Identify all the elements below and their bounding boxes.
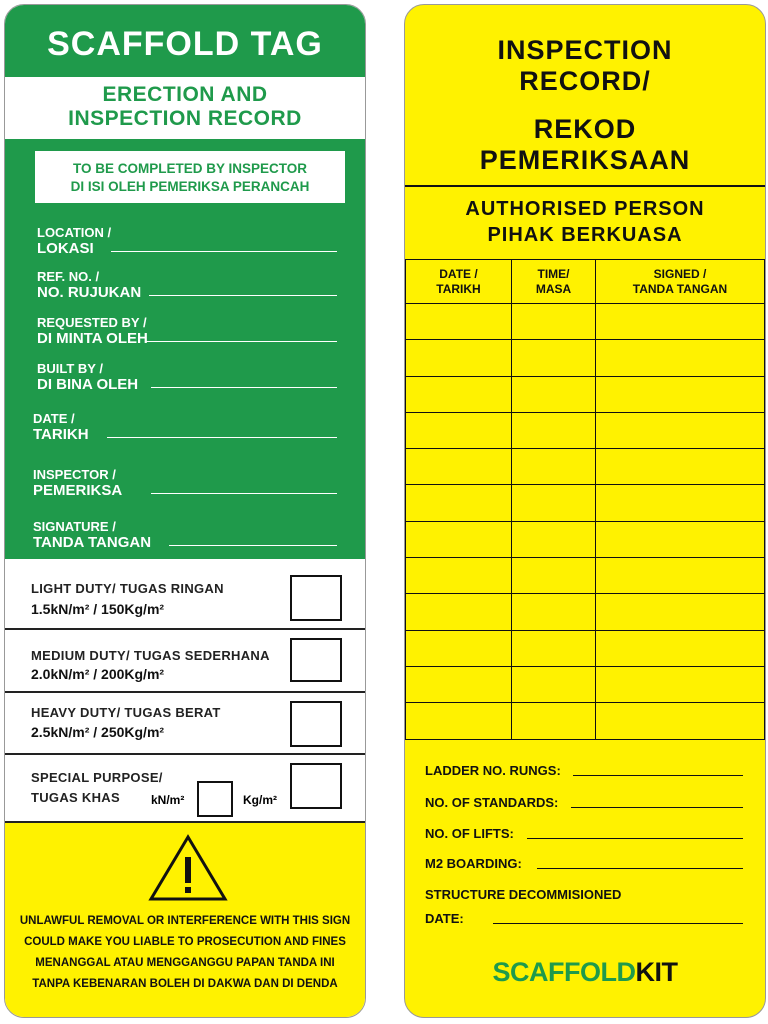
table-row: [406, 485, 765, 521]
field-label-en: REQUESTED BY /: [37, 315, 147, 330]
special-label: SPECIAL PURPOSE/: [31, 770, 163, 785]
tag-subtitle: [5, 83, 365, 131]
duty-name: MEDIUM DUTY/ TUGAS SEDERHANA: [31, 648, 270, 663]
kn-input-box[interactable]: [197, 781, 233, 817]
decommissioned-label: STRUCTURE DECOMMISIONED: [425, 887, 622, 902]
note-line: DI ISI OLEH PEMERIKSA PERANCAH: [70, 179, 310, 194]
field-label-en: REF. NO. /: [37, 269, 100, 284]
divider: [405, 185, 765, 187]
table-cell[interactable]: [512, 521, 596, 557]
warning-line: TANPA KEBENARAN BOLEH DI DAKWA DAN DI DENDA: [32, 978, 338, 990]
table-row: [406, 594, 765, 630]
table-row: [406, 630, 765, 666]
title-line: INSPECTION: [497, 35, 673, 65]
table-row: [406, 666, 765, 702]
warning-triangle-icon: [147, 833, 229, 903]
title-line: PEMERIKSAAN: [479, 145, 691, 175]
record-field-label: LADDER NO. RUNGS:: [425, 763, 561, 778]
field-label: [33, 519, 151, 551]
table-cell[interactable]: [596, 340, 765, 376]
table-cell[interactable]: [512, 449, 596, 485]
duty-row-medium: [5, 630, 365, 693]
warning-line: MENANGGAL ATAU MENGGANGGU PAPAN TANDA INI: [35, 957, 335, 969]
field-label-ms: NO. RUJUKAN: [37, 284, 142, 301]
kg-unit: Kg/m²: [243, 793, 277, 807]
table-cell[interactable]: [512, 485, 596, 521]
table-cell[interactable]: [406, 666, 512, 702]
title-line: RECORD/: [519, 66, 651, 96]
duty-name: LIGHT DUTY/ TUGAS RINGAN: [31, 581, 224, 596]
field-input-line[interactable]: [149, 295, 337, 296]
table-cell[interactable]: [406, 703, 512, 739]
field-input-line[interactable]: [151, 387, 337, 388]
duty-name: HEAVY DUTY/ TUGAS BERAT: [31, 705, 221, 720]
title-line: REKOD: [533, 114, 637, 144]
field-input-line[interactable]: [145, 341, 337, 342]
logo-green: SCAFFOLD: [492, 957, 636, 987]
duty-load: 2.0kN/m² / 200Kg/m²: [31, 666, 165, 682]
warning-text: [5, 911, 365, 995]
record-field-label: NO. OF STANDARDS:: [425, 795, 559, 810]
note-line: TO BE COMPLETED BY INSPECTOR: [72, 161, 308, 176]
table-cell[interactable]: [406, 340, 512, 376]
table-row: [406, 558, 765, 594]
warning-section: [5, 823, 365, 1018]
table-row: [406, 376, 765, 412]
field-input-line[interactable]: [169, 545, 337, 546]
table-cell[interactable]: [512, 558, 596, 594]
duty-row-special: [5, 755, 365, 823]
record-field-input[interactable]: [571, 807, 743, 808]
heavy-duty-checkbox[interactable]: [290, 701, 342, 747]
record-field-input[interactable]: [537, 868, 743, 869]
duty-section: [5, 559, 365, 823]
inspection-record-back: [404, 4, 766, 1018]
table-cell[interactable]: [512, 412, 596, 448]
inspection-table: [405, 259, 765, 740]
table-cell[interactable]: [406, 594, 512, 630]
field-input-line[interactable]: [107, 437, 337, 438]
table-cell[interactable]: [406, 449, 512, 485]
field-label: [33, 411, 89, 443]
table-cell[interactable]: [512, 630, 596, 666]
duty-row-light: [5, 559, 365, 630]
field-label-ms: DI MINTA OLEH: [37, 330, 148, 347]
table-cell[interactable]: [512, 376, 596, 412]
duty-load: 2.5kN/m² / 250Kg/m²: [31, 724, 165, 740]
decommissioned-date-field[interactable]: [493, 923, 743, 924]
table-cell[interactable]: [596, 449, 765, 485]
table-cell[interactable]: [596, 485, 765, 521]
subtitle-line: ERECTION AND: [102, 83, 268, 106]
warning-line: UNLAWFUL REMOVAL OR INTERFERENCE WITH THIS SIGN: [19, 915, 351, 927]
field-label-en: BUILT BY /: [37, 361, 103, 376]
logo-black: KIT: [635, 957, 678, 987]
table-cell[interactable]: [406, 521, 512, 557]
kn-unit: kN/m²: [151, 793, 185, 807]
field-label: [37, 361, 138, 393]
authorised-person: [405, 196, 765, 248]
record-title: [405, 35, 765, 176]
table-cell[interactable]: [596, 412, 765, 448]
table-cell[interactable]: [406, 304, 512, 340]
record-field-input[interactable]: [527, 838, 743, 839]
table-row: [406, 340, 765, 376]
field-input-line[interactable]: [151, 493, 337, 494]
field-label-en: LOCATION /: [37, 225, 112, 240]
table-cell[interactable]: [596, 521, 765, 557]
col-time: TIME/ MASA: [512, 260, 596, 304]
table-cell[interactable]: [596, 558, 765, 594]
table-cell[interactable]: [406, 376, 512, 412]
table-row: [406, 703, 765, 739]
field-label-ms: PEMERIKSA: [33, 482, 123, 499]
inspector-note: [37, 153, 343, 201]
table-cell[interactable]: [596, 666, 765, 702]
field-label: [37, 269, 141, 301]
table-cell[interactable]: [512, 340, 596, 376]
field-input-line[interactable]: [111, 251, 337, 252]
record-field-label: M2 BOARDING:: [425, 856, 522, 871]
table-row: [406, 521, 765, 557]
table-cell[interactable]: [596, 376, 765, 412]
table-cell[interactable]: [512, 304, 596, 340]
warning-line: COULD MAKE YOU LIABLE TO PROSECUTION AND FINES: [24, 936, 346, 948]
record-field-input[interactable]: [573, 775, 743, 776]
special-label: TUGAS KHAS: [31, 790, 120, 805]
table-cell[interactable]: [406, 412, 512, 448]
table-cell[interactable]: [406, 558, 512, 594]
table-cell[interactable]: [596, 304, 765, 340]
scaffoldkit-logo: [405, 957, 765, 988]
subtitle-line: INSPECTION RECORD: [68, 107, 302, 130]
table-cell[interactable]: [406, 630, 512, 666]
table-cell[interactable]: [596, 594, 765, 630]
field-label-ms: TANDA TANGAN: [33, 534, 152, 551]
field-label: [37, 315, 148, 347]
medium-duty-checkbox[interactable]: [290, 638, 342, 682]
table-row: [406, 304, 765, 340]
table-cell[interactable]: [406, 485, 512, 521]
auth-line: AUTHORISED PERSON: [465, 198, 705, 220]
scaffold-tag-front: [4, 4, 366, 1018]
special-purpose-checkbox[interactable]: [290, 763, 342, 809]
light-duty-checkbox[interactable]: [290, 575, 342, 621]
field-label-en: SIGNATURE /: [33, 519, 116, 534]
title-banner: [5, 5, 365, 77]
col-date: DATE / TARIKH: [406, 260, 512, 304]
duty-row-heavy: [5, 693, 365, 755]
field-label-ms: DI BINA OLEH: [37, 376, 139, 393]
table-cell[interactable]: [596, 630, 765, 666]
table-cell[interactable]: [512, 666, 596, 702]
table-row: [406, 449, 765, 485]
duty-load: 1.5kN/m² / 150Kg/m²: [31, 601, 165, 617]
tag-title: SCAFFOLD TAG: [47, 25, 323, 63]
field-label: [33, 467, 122, 499]
field-label-ms: LOKASI: [37, 240, 94, 257]
field-label-en: DATE /: [33, 411, 75, 426]
field-label-en: INSPECTOR /: [33, 467, 116, 482]
table-cell[interactable]: [512, 703, 596, 739]
field-label: [37, 225, 111, 257]
col-signed: SIGNED / TANDA TANGAN: [596, 260, 765, 304]
table-row: [406, 412, 765, 448]
field-label-ms: TARIKH: [33, 426, 89, 443]
record-field-label: NO. OF LIFTS:: [425, 826, 514, 841]
table-cell[interactable]: [596, 703, 765, 739]
decommissioned-date-label: DATE:: [425, 911, 464, 926]
table-cell[interactable]: [512, 594, 596, 630]
auth-line: PIHAK BERKUASA: [487, 224, 683, 246]
